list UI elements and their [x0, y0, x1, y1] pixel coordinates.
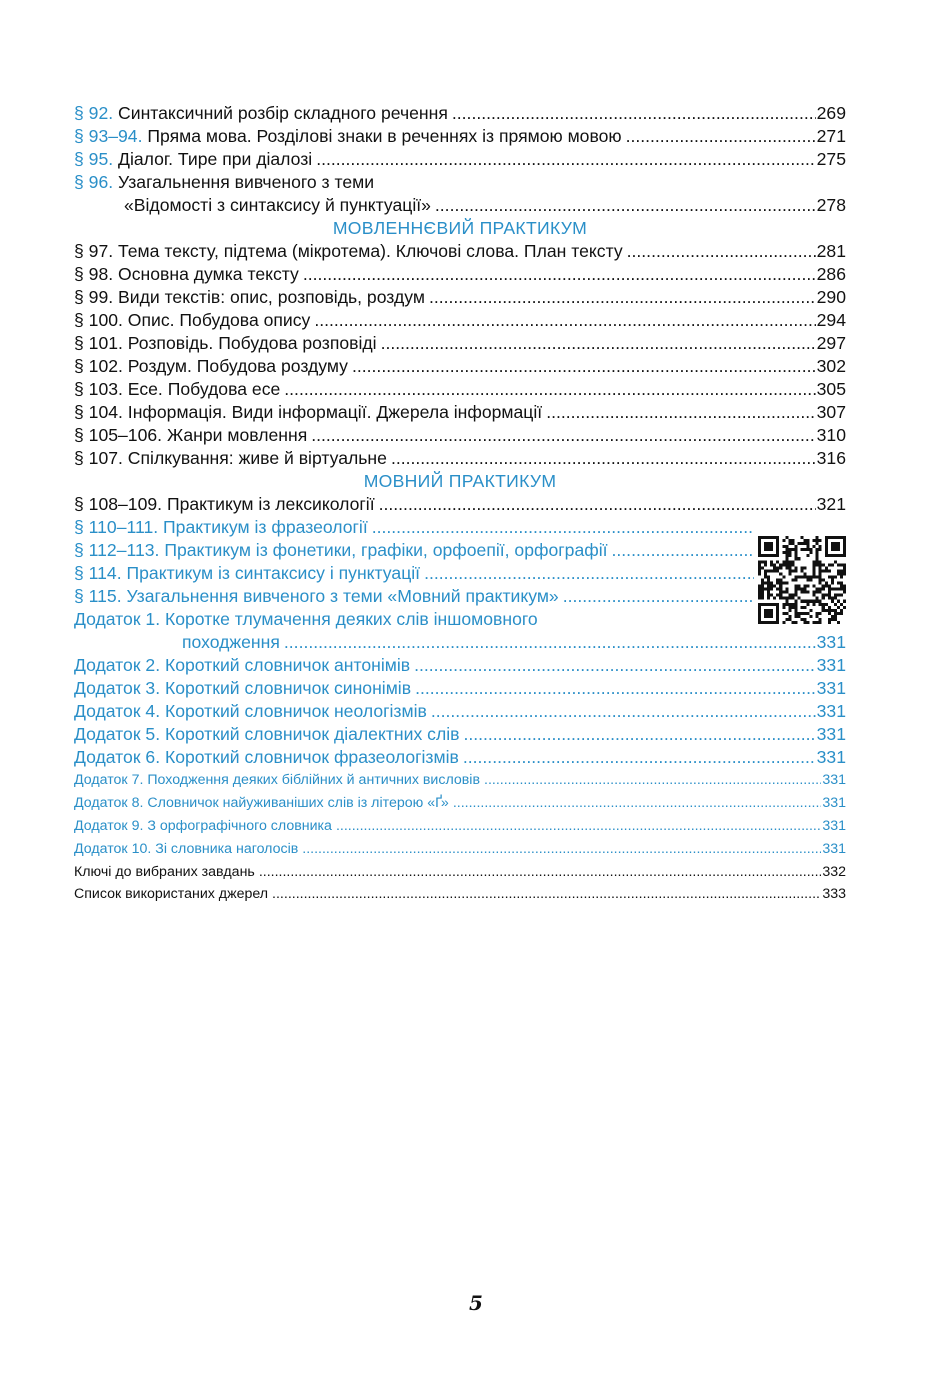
entry-title: § 97. Тема тексту, підтема (мікротема). Ключові слова. План тексту	[74, 241, 623, 261]
toc-entry-continuation	[74, 194, 846, 217]
appendix-entry	[74, 838, 846, 861]
leader-dots	[546, 401, 815, 424]
toc-entry	[74, 493, 846, 516]
toc-entry	[74, 585, 846, 608]
toc-entry	[74, 309, 846, 332]
toc-entry	[74, 286, 846, 309]
entry-title: § 103. Есе. Побудова есе	[74, 379, 281, 399]
entry-title: Додаток 10. Зі словника наголосів	[74, 841, 299, 857]
entry-title: § 102. Роздум. Побудова роздуму	[74, 356, 348, 376]
section-number: § 92.	[74, 103, 114, 123]
leader-dots	[431, 700, 816, 723]
page-ref: 302	[816, 356, 846, 376]
appendix-entry	[74, 746, 846, 769]
page-ref: 271	[816, 126, 846, 146]
leader-dots	[302, 838, 821, 861]
leader-dots	[484, 769, 821, 792]
leader-dots	[429, 286, 816, 309]
leader-dots	[316, 148, 815, 171]
back-matter-entry	[74, 861, 846, 883]
page-ref: 307	[816, 402, 846, 422]
section-number: § 93–94.	[74, 126, 143, 146]
leader-dots	[452, 102, 816, 125]
appendix-entry	[74, 792, 846, 815]
toc-entry	[74, 516, 846, 539]
entry-title: § 107. Спілкування: живе й віртуальне	[74, 448, 387, 468]
page-ref: 331	[816, 701, 846, 721]
leader-dots	[391, 447, 816, 470]
page-ref: 294	[816, 310, 846, 330]
toc-entry	[74, 562, 846, 585]
page-ref: 316	[816, 448, 846, 468]
toc-entry	[74, 148, 846, 171]
toc-entry	[74, 378, 846, 401]
page-ref: 331	[816, 724, 846, 744]
page-ref: 331	[822, 818, 846, 834]
toc-entry	[74, 447, 846, 470]
back-matter-entry	[74, 883, 846, 905]
entry-title: Додаток 3. Короткий словничок синонімів	[74, 678, 412, 698]
entry-title: Узагальнення вивченого з теми	[118, 172, 375, 192]
appendix-entry	[74, 769, 846, 792]
entry-title: Додаток 8. Словничок найуживаніших слів із літерою «Ґ»	[74, 795, 449, 811]
leader-dots	[414, 654, 816, 677]
leader-dots	[284, 631, 816, 654]
leader-dots	[259, 861, 822, 884]
entry-title: Діалог. Тире при діалозі	[118, 149, 313, 169]
page-ref: 331	[816, 655, 846, 675]
section-number: § 95.	[74, 149, 114, 169]
leader-dots	[381, 332, 816, 355]
leader-dots	[415, 677, 816, 700]
leader-dots	[626, 125, 816, 148]
page-ref: 290	[816, 287, 846, 307]
toc-entry	[74, 332, 846, 355]
leader-dots	[435, 194, 816, 217]
toc-entry	[74, 401, 846, 424]
toc-entry	[74, 171, 846, 194]
entry-title: § 115. Узагальнення вивченого з теми «Мовний практикум»	[74, 586, 559, 606]
page-ref: 281	[816, 241, 846, 261]
page-ref: 297	[816, 333, 846, 353]
toc-entry	[74, 102, 846, 125]
entry-title: Додаток 4. Короткий словничок неологізмів	[74, 701, 427, 721]
entry-title: § 108–109. Практикум із лексикології	[74, 494, 375, 514]
page-ref: 310	[816, 425, 846, 445]
leader-dots	[463, 746, 816, 769]
leader-dots	[336, 815, 821, 838]
entry-title: Синтаксичний розбір складного речення	[118, 103, 448, 123]
section-number: § 96.	[74, 172, 114, 192]
page-ref: 332	[822, 864, 846, 880]
entry-title: Додаток 5. Короткий словничок діалектних слів	[74, 724, 460, 744]
entry-title: Додаток 1. Коротке тлумачення деяких слів іншомовного	[74, 609, 538, 629]
toc-entry	[74, 263, 846, 286]
appendix-entry-continuation	[74, 631, 846, 654]
entry-title: Додаток 7. Походження деяких біблійних й античних висловів	[74, 772, 480, 788]
toc-entry	[74, 539, 846, 562]
page-ref: 331	[822, 772, 846, 788]
leader-dots	[372, 516, 754, 539]
page-ref: 269	[816, 103, 846, 123]
appendix-entry	[74, 608, 846, 631]
page-ref: 275	[816, 149, 846, 169]
leader-dots	[314, 309, 815, 332]
leader-dots	[627, 240, 816, 263]
leader-dots	[463, 723, 815, 746]
page-ref: 333	[822, 886, 846, 902]
entry-title: § 105–106. Жанри мовлення	[74, 425, 308, 445]
toc-entry	[74, 240, 846, 263]
entry-title: § 101. Розповідь. Побудова розповіді	[74, 333, 377, 353]
leader-dots	[453, 792, 822, 815]
appendix-entry	[74, 654, 846, 677]
entry-title: § 112–113. Практикум із фонетики, графіки, орфоепії, орфографії	[74, 540, 608, 560]
table-of-contents	[74, 102, 846, 905]
entry-title: § 114. Практикум із синтаксису і пунктуації	[74, 563, 421, 583]
section-heading-speech-practice: МОВЛЕННЄВИЙ ПРАКТИКУМ	[332, 218, 588, 238]
page-ref: 278	[816, 195, 846, 215]
entry-title: Пряма мова. Розділові знаки в реченнях із прямою мовою	[147, 126, 622, 146]
entry-title: § 104. Інформація. Види інформації. Джерела інформації	[74, 402, 543, 422]
page-ref: 331	[816, 632, 846, 652]
entry-title: Ключі до вибраних завдань	[74, 864, 255, 880]
page-ref: 331	[822, 841, 846, 857]
entry-title: Додаток 9. З орфографічного словника	[74, 818, 332, 834]
leader-dots	[272, 883, 821, 906]
leader-dots	[352, 355, 816, 378]
entry-title: § 100. Опис. Побудова опису	[74, 310, 311, 330]
page-ref: 321	[816, 494, 846, 514]
appendix-entry	[74, 815, 846, 838]
entry-title: § 110–111. Практикум із фразеології	[74, 517, 368, 537]
entry-title: «Відомості з синтаксису й пунктуації»	[124, 195, 431, 215]
entry-title: Додаток 6. Короткий словничок фразеологізмів	[74, 747, 459, 767]
toc-entry	[74, 125, 846, 148]
leader-dots	[379, 493, 816, 516]
page-ref: 331	[822, 795, 846, 811]
appendix-entry	[74, 677, 846, 700]
section-heading-language-practice: МОВНИЙ ПРАКТИКУМ	[363, 471, 557, 491]
entry-title: походження	[182, 632, 280, 652]
page-ref: 286	[816, 264, 846, 284]
appendix-entry	[74, 700, 846, 723]
entry-title: § 98. Основна думка тексту	[74, 264, 299, 284]
page-ref: 331	[816, 678, 846, 698]
appendix-entry	[74, 723, 846, 746]
entry-title: § 99. Види текстів: опис, розповідь, роздум	[74, 287, 425, 307]
leader-dots	[612, 539, 754, 562]
qr-code-icon	[758, 536, 846, 624]
entry-title: Додаток 2. Короткий словничок антонімів	[74, 655, 411, 675]
entry-title: Список використаних джерел	[74, 886, 269, 902]
toc-entry	[74, 424, 846, 447]
leader-dots	[424, 562, 754, 585]
leader-dots	[303, 263, 816, 286]
leader-dots	[311, 424, 815, 447]
page-ref: 305	[816, 379, 846, 399]
toc-entry	[74, 355, 846, 378]
page-number: 5	[469, 1291, 483, 1315]
leader-dots	[563, 585, 754, 608]
page-ref: 331	[816, 747, 846, 767]
leader-dots	[284, 378, 815, 401]
